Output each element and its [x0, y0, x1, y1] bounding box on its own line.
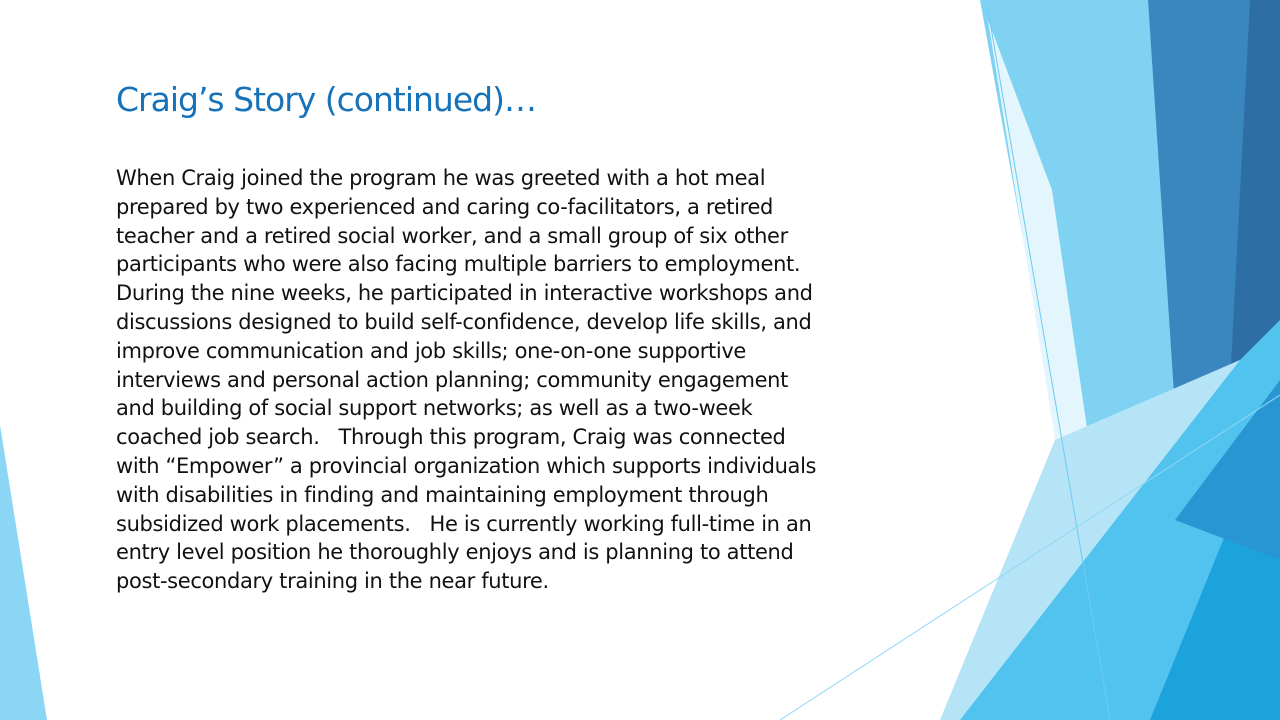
paragraph-line: participants who were also facing multiple barriers to employment.	[116, 252, 801, 277]
paragraph-line: improve communication and job skills; one-on-one supportive	[116, 338, 746, 363]
left-edge-facet	[0, 425, 47, 720]
paragraph-line: interviews and personal action planning; community engagement	[116, 367, 788, 392]
slide-title: Craig’s Story (continued)…	[116, 80, 536, 119]
paragraph-line: entry level position he thoroughly enjoys and is planning to attend	[116, 540, 794, 565]
story-paragraph	[116, 164, 876, 596]
paragraph-line: with disabilities in finding and maintaining employment through	[116, 482, 769, 507]
paragraph-line: discussions designed to build self-confidence, develop life skills, and	[116, 309, 812, 334]
paragraph-line: subsidized work placements. He is currently working full-time in an	[116, 511, 812, 536]
paragraph-line: prepared by two experienced and caring co-facilitators, a retired	[116, 194, 774, 219]
paragraph-line: teacher and a retired social worker, and a small group of six other	[116, 223, 788, 248]
paragraph-line: During the nine weeks, he participated in interactive workshops and	[116, 281, 813, 306]
paragraph-line: When Craig joined the program he was greeted with a hot meal	[116, 166, 766, 190]
paragraph-line: with “Empower” a provincial organization which supports individuals	[116, 453, 817, 478]
paragraph-line: coached job search. Through this program, Craig was connected	[116, 425, 786, 450]
paragraph-line: post-secondary training in the near future.	[116, 569, 549, 594]
paragraph-line: and building of social support networks; as well as a two-week	[116, 396, 753, 421]
